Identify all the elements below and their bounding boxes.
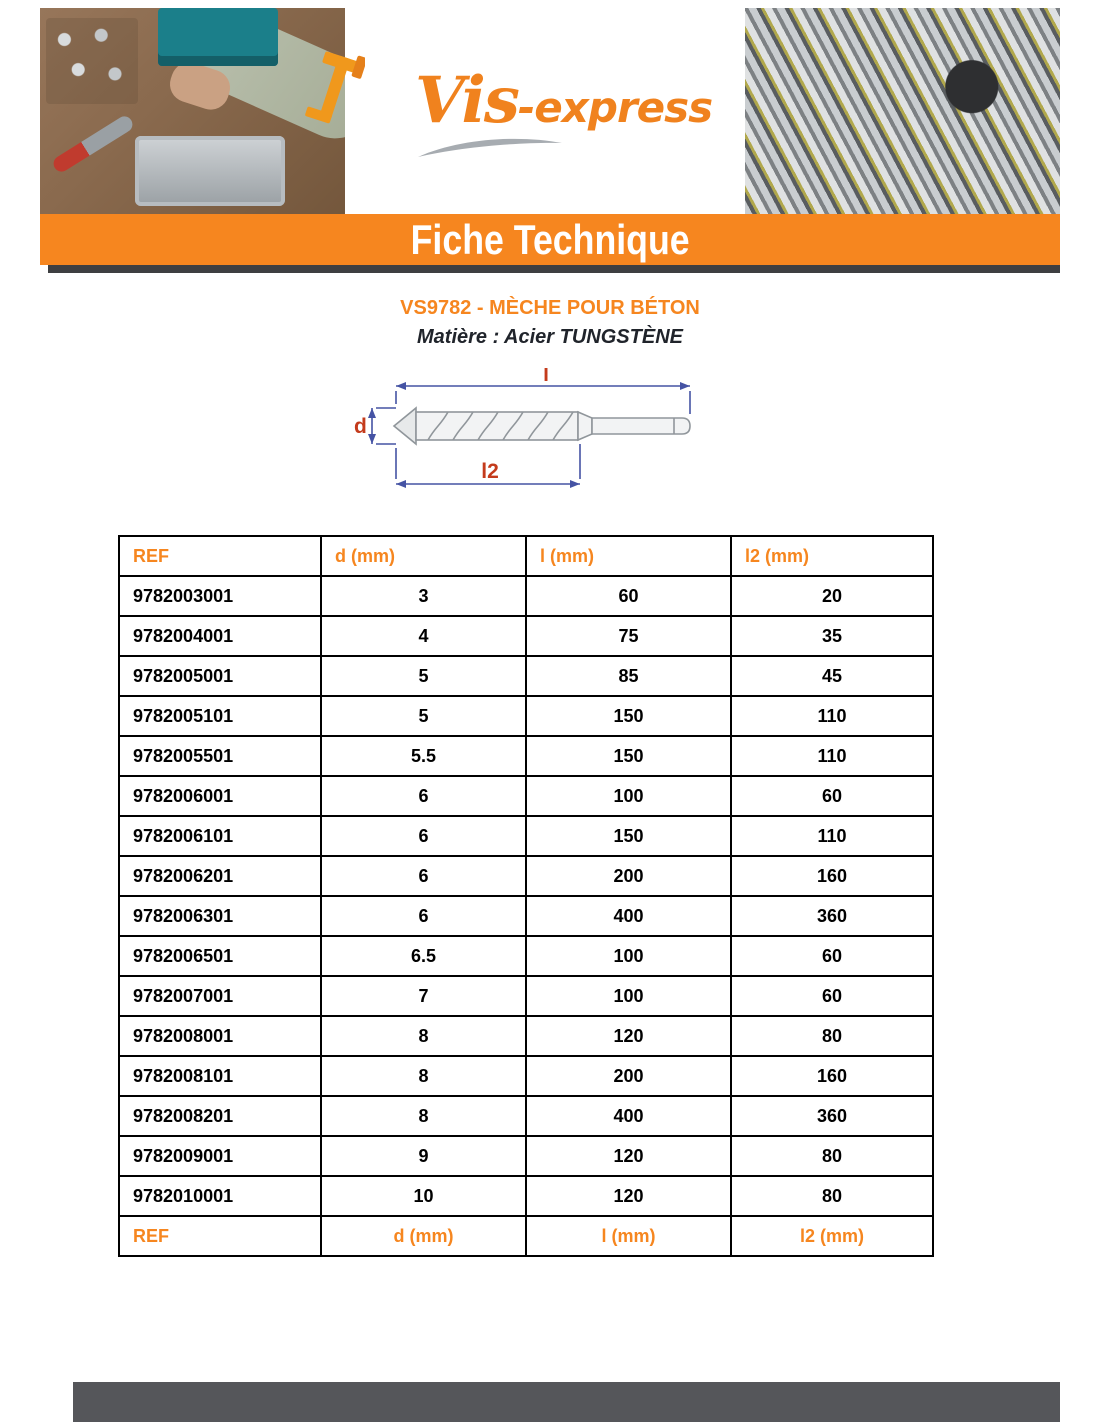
- photo-organizer-box: [158, 8, 278, 66]
- table-row: [119, 1056, 933, 1096]
- table-row: [119, 896, 933, 936]
- ref-cell: 9782006001: [119, 776, 321, 816]
- ref-cell: 9782008101: [119, 1056, 321, 1096]
- header-l2: l2 (mm): [731, 536, 933, 576]
- value-cell: 6: [321, 856, 526, 896]
- value-cell: 5: [321, 656, 526, 696]
- ref-cell: 9782005101: [119, 696, 321, 736]
- table-row: [119, 776, 933, 816]
- photo-screwdriver-shape: [51, 113, 136, 174]
- table-row: [119, 856, 933, 896]
- value-cell: 100: [526, 776, 731, 816]
- dimension-d: [368, 408, 396, 444]
- table-row: [119, 816, 933, 856]
- value-cell: 60: [731, 936, 933, 976]
- value-cell: 110: [731, 816, 933, 856]
- value-cell: 100: [526, 936, 731, 976]
- header-d: d (mm): [321, 536, 526, 576]
- header-photo-workbench: [40, 8, 345, 215]
- value-cell: 120: [526, 1016, 731, 1056]
- footer-l: l (mm): [526, 1216, 731, 1256]
- banner-shadow: [48, 265, 1060, 273]
- logo-swoosh-graphic: [415, 134, 565, 160]
- value-cell: 3: [321, 576, 526, 616]
- header-ref: REF: [119, 536, 321, 576]
- value-cell: 9: [321, 1136, 526, 1176]
- spec-table: [118, 535, 934, 1257]
- ref-cell: 9782006301: [119, 896, 321, 936]
- value-cell: 80: [731, 1136, 933, 1176]
- value-cell: 200: [526, 856, 731, 896]
- drill-bit-diagram: [350, 368, 750, 498]
- table-row: [119, 576, 933, 616]
- drill-bit-drawing: [350, 368, 750, 498]
- table-row: [119, 1176, 933, 1216]
- ref-cell: 9782006101: [119, 816, 321, 856]
- table-row: [119, 936, 933, 976]
- value-cell: 45: [731, 656, 933, 696]
- banner: [40, 214, 1060, 265]
- ref-cell: 9782008001: [119, 1016, 321, 1056]
- table-header-row: [119, 536, 933, 576]
- value-cell: 6: [321, 776, 526, 816]
- value-cell: 20: [731, 576, 933, 616]
- drill-bit-shape: [394, 408, 690, 444]
- value-cell: 80: [731, 1016, 933, 1056]
- value-cell: 100: [526, 976, 731, 1016]
- value-cell: 200: [526, 1056, 731, 1096]
- value-cell: 80: [731, 1176, 933, 1216]
- product-material: Matière : Acier TUNGSTÈNE: [417, 326, 683, 348]
- ref-cell: 9782003001: [119, 576, 321, 616]
- ref-cell: 9782009001: [119, 1136, 321, 1176]
- table-row: [119, 976, 933, 1016]
- value-cell: 6.5: [321, 936, 526, 976]
- value-cell: 60: [526, 576, 731, 616]
- value-cell: 6: [321, 896, 526, 936]
- table-footer-row: [119, 1216, 933, 1256]
- dim-label-l2: l2: [481, 460, 499, 483]
- photo-screws-cluster: [46, 18, 138, 104]
- brand-name-primary: Vis: [415, 63, 518, 138]
- value-cell: 150: [526, 816, 731, 856]
- ref-cell: 9782005501: [119, 736, 321, 776]
- value-cell: 8: [321, 1096, 526, 1136]
- table-row: [119, 656, 933, 696]
- value-cell: 60: [731, 776, 933, 816]
- value-cell: 85: [526, 656, 731, 696]
- value-cell: 5: [321, 696, 526, 736]
- ref-cell: 9782010001: [119, 1176, 321, 1216]
- value-cell: 160: [731, 1056, 933, 1096]
- value-cell: 7: [321, 976, 526, 1016]
- ref-cell: 9782008201: [119, 1096, 321, 1136]
- dim-label-l: l: [543, 368, 549, 386]
- footer-bar: [73, 1382, 1060, 1422]
- value-cell: 5.5: [321, 736, 526, 776]
- dimension-l: [396, 382, 690, 414]
- value-cell: 110: [731, 696, 933, 736]
- value-cell: 160: [731, 856, 933, 896]
- table-row: [119, 1096, 933, 1136]
- value-cell: 400: [526, 896, 731, 936]
- value-cell: 4: [321, 616, 526, 656]
- table-row: [119, 1016, 933, 1056]
- value-cell: 120: [526, 1136, 731, 1176]
- footer-ref: REF: [119, 1216, 321, 1256]
- value-cell: 400: [526, 1096, 731, 1136]
- value-cell: 150: [526, 736, 731, 776]
- value-cell: 35: [731, 616, 933, 656]
- header-l: l (mm): [526, 536, 731, 576]
- ref-cell: 9782007001: [119, 976, 321, 1016]
- product-title: VS9782 - MÈCHE POUR BÉTON: [400, 297, 700, 319]
- footer-d: d (mm): [321, 1216, 526, 1256]
- ref-cell: 9782006501: [119, 936, 321, 976]
- photo-metal-tray: [135, 136, 285, 206]
- table-row: [119, 616, 933, 656]
- banner-title: Fiche Technique: [410, 215, 690, 263]
- value-cell: 10: [321, 1176, 526, 1216]
- clamp-icon: [303, 50, 365, 155]
- table-row: [119, 696, 933, 736]
- dim-label-d: d: [354, 415, 367, 438]
- value-cell: 75: [526, 616, 731, 656]
- value-cell: 6: [321, 816, 526, 856]
- value-cell: 360: [731, 896, 933, 936]
- table-row: [119, 1136, 933, 1176]
- header-photo-screws: [745, 8, 1060, 215]
- value-cell: 110: [731, 736, 933, 776]
- table-row: [119, 736, 933, 776]
- spec-table-body: [119, 576, 933, 1216]
- value-cell: 360: [731, 1096, 933, 1136]
- ref-cell: 9782006201: [119, 856, 321, 896]
- value-cell: 60: [731, 976, 933, 1016]
- brand-logo: [345, 8, 745, 215]
- value-cell: 120: [526, 1176, 731, 1216]
- brand-name-secondary: -express: [517, 83, 713, 132]
- value-cell: 8: [321, 1016, 526, 1056]
- value-cell: 8: [321, 1056, 526, 1096]
- brand-wordmark: [415, 63, 745, 138]
- ref-cell: 9782004001: [119, 616, 321, 656]
- ref-cell: 9782005001: [119, 656, 321, 696]
- footer-l2: l2 (mm): [731, 1216, 933, 1256]
- value-cell: 150: [526, 696, 731, 736]
